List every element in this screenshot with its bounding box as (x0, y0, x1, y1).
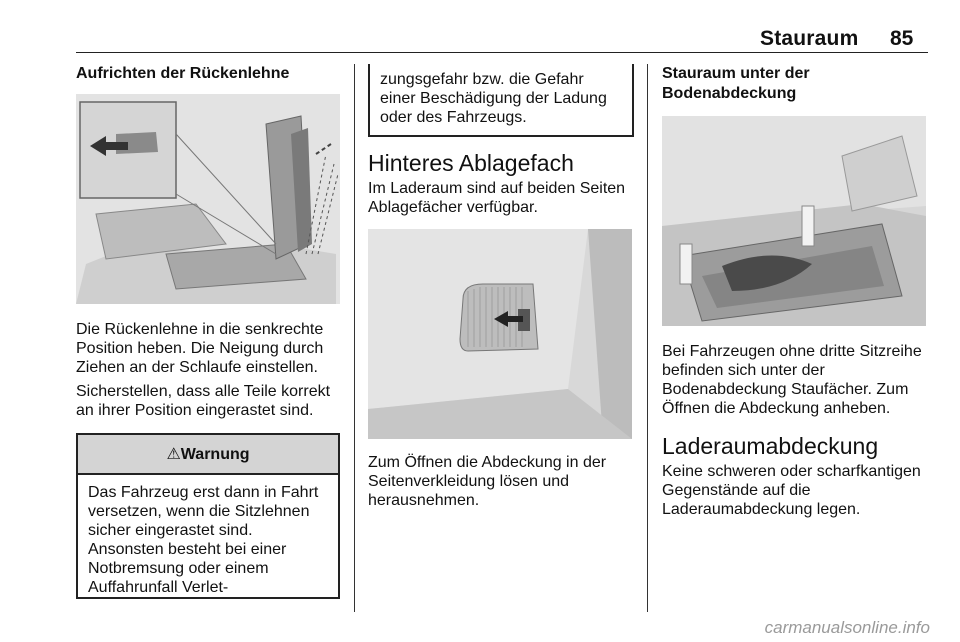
underfloor-storage-illustration (662, 116, 926, 326)
column-divider-2 (647, 64, 648, 612)
section-heading: Hinteres Ablagefach (368, 150, 574, 176)
warning-box-continued (368, 64, 634, 137)
paragraph: Die Rückenlehne in die senkrechte Position heben. Die Neigung durch Ziehen an der Schlaufe einstellen. (76, 321, 324, 376)
paragraph: Bei Fahrzeugen ohne dritte Sitzreihe befinden sich unter der Bodenabdeckung Staufächer. Zum Öffnen die Abdeckung anheben. (662, 343, 922, 417)
paragraph: Sicherstellen, dass alle Teile korrekt an ihrer Position eingerastet sind. (76, 383, 331, 419)
column-divider-1 (354, 64, 355, 612)
warning-box (76, 433, 340, 599)
warning-icon: ⚠ (166, 444, 181, 463)
warning-text: Das Fahrzeug erst dann in Fahrt versetzen, wenn die Sitzlehnen sicher eingerastet sind. Ansonsten besteht bei einer Notbremsung oder einem Auffahrunfall Verlet- (88, 484, 319, 596)
paragraph: Keine schweren oder scharfkantigen Gegenstände auf die Laderaumabdeckung legen. (662, 463, 921, 518)
page-number: 85 (890, 27, 914, 50)
section-heading: Laderaumabdeckung (662, 433, 879, 459)
column-2 (368, 64, 634, 510)
header-rule (76, 52, 928, 53)
seat-backrest-illustration (76, 94, 340, 304)
rear-storage-compartment-illustration (368, 229, 632, 439)
section-heading: Aufrichten der Rückenlehne (76, 65, 290, 82)
column-1 (76, 64, 340, 599)
column-3 (662, 64, 928, 519)
warning-text-continued: zungsgefahr bzw. die Gefahr einer Beschädigung der Ladung oder des Fahrzeugs. (380, 71, 607, 126)
warning-title: Warnung (180, 446, 250, 463)
paragraph: Im Laderaum sind auf beiden Seiten Ablagefächer verfügbar. (368, 180, 626, 216)
warning-header (78, 435, 338, 475)
paragraph: Zum Öffnen die Abdeckung in der Seitenverkleidung lösen und herausnehmen. (368, 454, 607, 509)
page-header-title: Stauraum (760, 27, 859, 50)
watermark: carmanualsonline.info (764, 618, 930, 637)
section-heading: Stauraum unter der Bodenabdeckung (662, 65, 810, 102)
warning-body (78, 475, 338, 597)
